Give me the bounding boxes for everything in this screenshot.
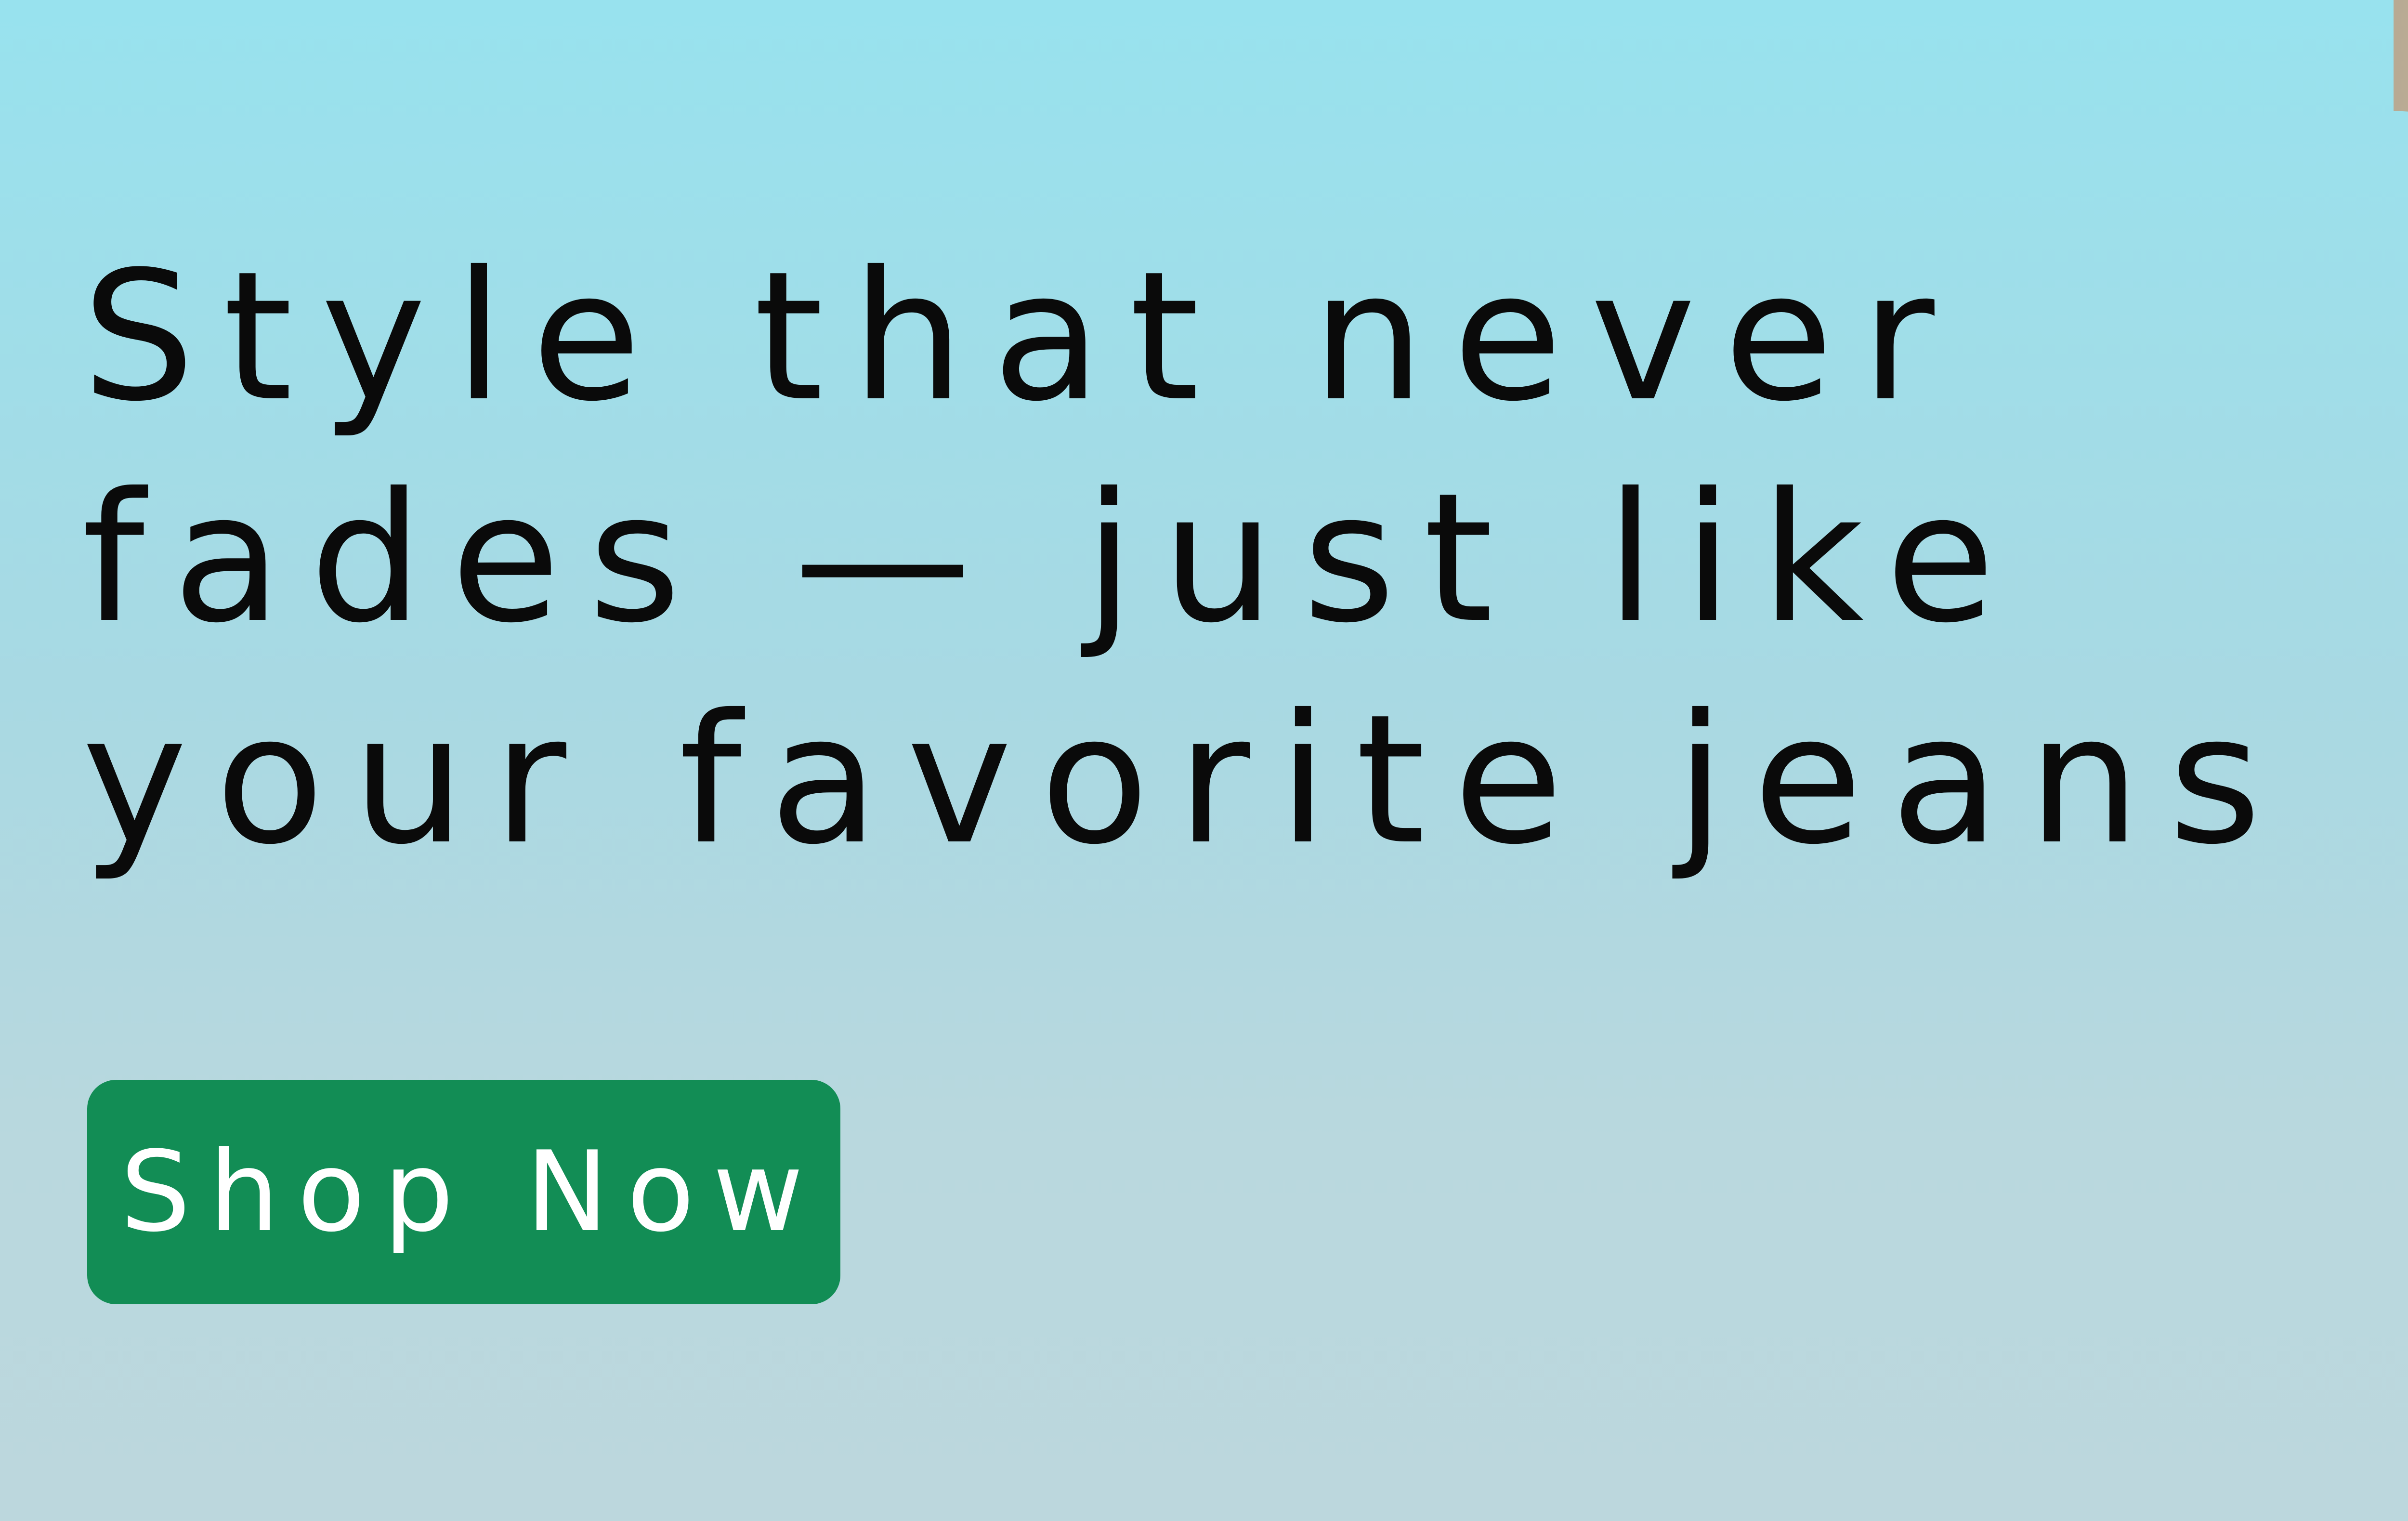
shop-now-button[interactable]: Shop Now [87,1080,840,1304]
hero-headline [82,226,2408,891]
model-in-jeans-image [2360,0,2408,1521]
headline-line-2: fades — just like [82,455,2023,662]
headline-line-1: Style that never [82,234,1963,441]
headline-line-3: your favorite jeans [82,677,2290,884]
